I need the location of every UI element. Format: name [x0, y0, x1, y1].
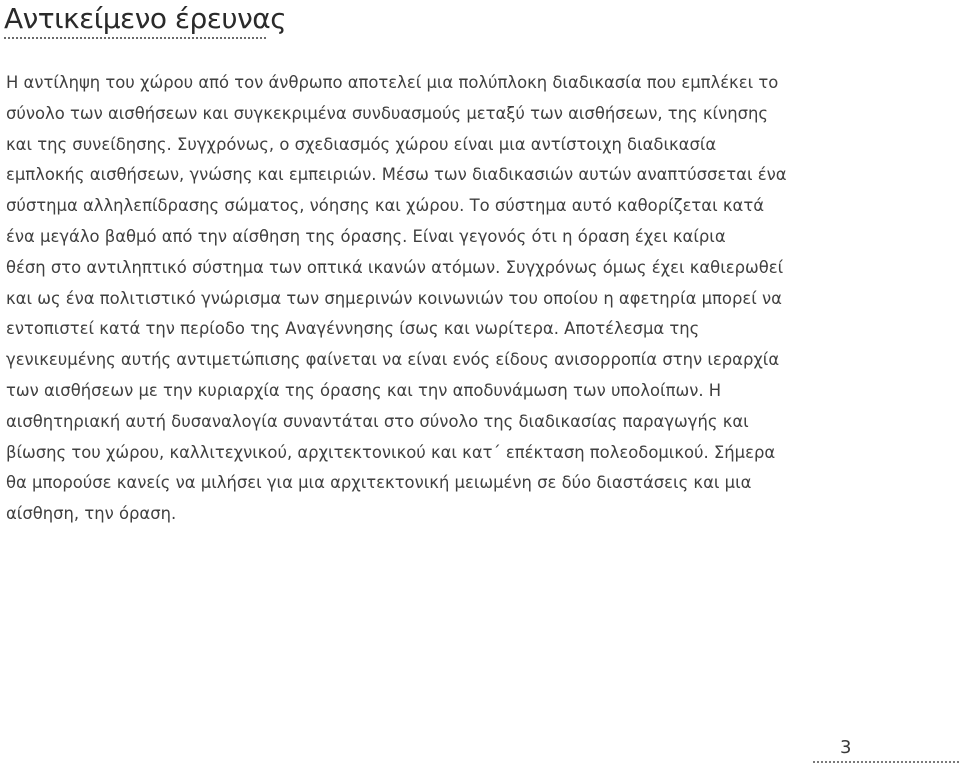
- body-paragraph: [6, 68, 786, 530]
- title-underline-dotted: [4, 37, 266, 39]
- paragraph-line: γενικευμένης αυτής αντιμετώπισης φαίνεται να είναι ενός είδους ανισορροπία στην ιεραρχία: [6, 350, 780, 370]
- paragraph-line: Η αντίληψη του χώρου από τον άνθρωπο αποτελεί μια πολύπλοκη διαδικασία που εμπλέκει το: [6, 73, 779, 92]
- paragraph-line: θα μπορούσε κανείς να μιλήσει για μια αρχιτεκτονική μειωμένη σε δύο διαστάσεις και μια: [6, 473, 752, 493]
- paragraph-line: και ως ένα πολιτιστικό γνώρισμα των σημερινών κοινωνιών του οποίου η αφετηρία μπορεί να: [6, 288, 782, 308]
- paragraph-line: ένα μεγάλο βαθμό από την αίσθηση της όρασης. Είναι γεγονός ότι η όραση έχει καίρια: [6, 226, 726, 246]
- paragraph-line: αίσθηση, την όραση.: [6, 504, 177, 524]
- page-number: 3: [840, 737, 852, 758]
- paragraph-line: εμπλοκής αισθήσεων, γνώσης και εμπειριών. Μέσω των διαδικασιών αυτών αναπτύσσεται ένα: [6, 165, 787, 185]
- paragraph-line: εντοπιστεί κατά την περίοδο της Αναγέννησης ίσως και νωρίτερα. Αποτέλεσμα της: [6, 319, 700, 339]
- paragraph-line: βίωσης του χώρου, καλλιτεχνικού, αρχιτεκτονικού και κατ΄ επέκταση πολεοδομικού. Σήμερα: [6, 442, 776, 462]
- paragraph-line: των αισθήσεων με την κυριαρχία της όρασης και την αποδυνάμωση των υπολοίπων. Η: [6, 380, 722, 400]
- paragraph-line: σύστημα αλληλεπίδρασης σώματος, νόησης και χώρου. Το σύστημα αυτό καθορίζεται κατά: [6, 196, 764, 216]
- page-number-underline-dotted: [813, 761, 959, 763]
- paragraph-line: και της συνείδησης. Συγχρόνως, ο σχεδιασμός χώρου είναι μια αντίστοιχη διαδικασία: [6, 134, 717, 154]
- paragraph-line: σύνολο των αισθήσεων και συγκεκριμένα συνδυασμούς μεταξύ των αισθήσεων, της κίνησης: [6, 103, 769, 123]
- page-title: Αντικείμενο έρευνας: [4, 2, 287, 35]
- paragraph-line: αισθητηριακή αυτή δυσαναλογία συναντάται στο σύνολο της διαδικασίας παραγωγής και: [6, 411, 749, 431]
- paragraph-line: θέση στο αντιληπτικό σύστημα των οπτικά ικανών ατόμων. Συγχρόνως όμως έχει καθιερωθεί: [6, 257, 784, 277]
